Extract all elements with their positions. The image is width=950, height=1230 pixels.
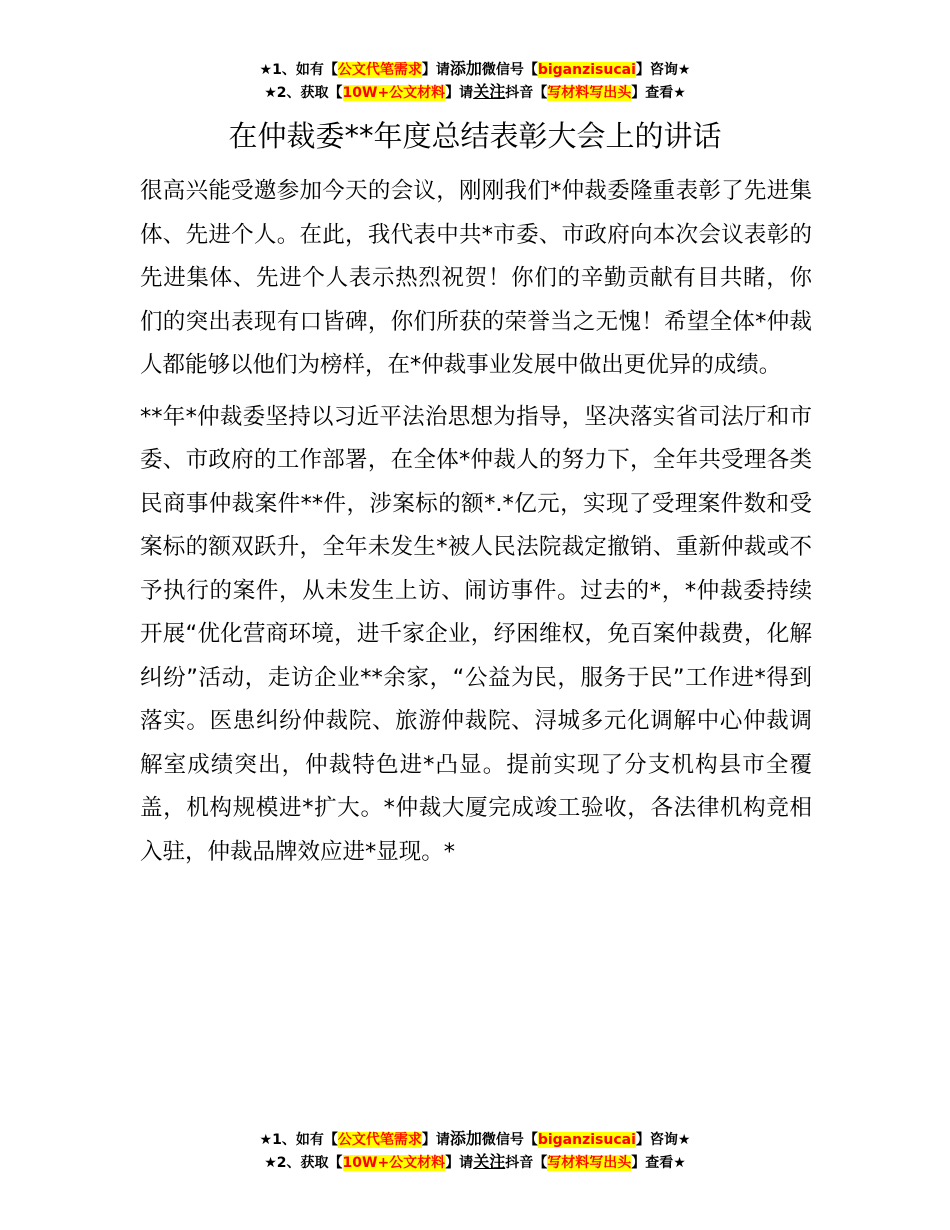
banner-text: 】请 [445, 1155, 474, 1171]
banner-line-1 [0, 58, 950, 81]
star-icon: ★ [264, 85, 277, 101]
star-icon: ★ [259, 62, 273, 78]
paragraph: **年*仲裁委坚持以习近平法治思想为指导，坚决落实省司法厅和市委、市政府的工作部署，在全体*仲裁人的努力下，全年共受理各类民商事仲裁案件**件，涉案标的额*.*亿元，实现了受理案件数和受案标的额双跃升，全年未发生*被人民法院裁定撤销、重新仲裁或不予执行的案件，从未发生上访、闹访事件。过去的*，*仲裁委持续开展“优化营商环境，进千家企业，纾困维权，免百案仲裁费，化解纠纷”活动，走访企业**余家，“公益为民，服务于民”工作进*得到落实。医患纠纷仲裁院、旅游仲裁院、浔城多元化调解中心仲裁调解室成绩突出，仲裁特色进*凸显。提前实现了分支机构县市全覆盖，机构规模进*扩大。*仲裁大厦完成竣工验收，各法律机构竞相入驻，仲裁品牌效应进*显现。* [140, 403, 812, 865]
banner-emphasis: 添加 [449, 1129, 482, 1148]
star-icon: ★ [259, 1132, 273, 1148]
star-icon: ★ [677, 62, 691, 78]
banner-emphasis: 关注 [473, 1152, 506, 1171]
banner-text: 1、如有【 [272, 62, 338, 78]
banner-text: 】请 [445, 85, 474, 101]
document-body [140, 170, 812, 882]
banner-text: 1、如有【 [272, 1132, 338, 1148]
banner-text: 抖音【 [505, 1155, 548, 1171]
highlight-douyin-id: 写材料写出头 [547, 1155, 632, 1171]
header-banner [0, 58, 950, 104]
banner-text: 】查看 [631, 1155, 674, 1171]
banner-line-2 [0, 81, 950, 104]
banner-text: 】查看 [631, 85, 674, 101]
banner-text: 2、获取【 [276, 85, 343, 101]
highlight-materials: 10W+公文材料 [342, 1155, 446, 1171]
highlight-douyin-id: 写材料写出头 [547, 85, 632, 101]
highlight-wechat-id: biganzisucai [537, 1132, 636, 1148]
footer-banner [0, 1128, 950, 1174]
star-icon: ★ [673, 1155, 686, 1171]
banner-text: 】请 [421, 1132, 450, 1148]
banner-emphasis: 关注 [473, 82, 506, 101]
highlight-service: 公文代笔需求 [337, 1132, 422, 1148]
banner-line-2 [0, 1151, 950, 1174]
star-icon: ★ [673, 85, 686, 101]
document-title: 在仲裁委**年度总结表彰大会上的讲话 [228, 119, 722, 153]
banner-text: 微信号【 [481, 1132, 538, 1148]
highlight-wechat-id: biganzisucai [537, 62, 636, 78]
banner-text: 】咨询 [635, 62, 678, 78]
banner-text: 】请 [421, 62, 450, 78]
banner-text: 抖音【 [505, 85, 548, 101]
star-icon: ★ [677, 1132, 691, 1148]
banner-emphasis: 添加 [449, 59, 482, 78]
star-icon: ★ [264, 1155, 277, 1171]
banner-text: 2、获取【 [276, 1155, 343, 1171]
banner-line-1 [0, 1128, 950, 1151]
banner-text: 】咨询 [635, 1132, 678, 1148]
paragraph: 很高兴能受邀参加今天的会议，刚刚我们*仲裁委隆重表彰了先进集体、先进个人。在此，我代表中共*市委、市政府向本次会议表彰的先进集体、先进个人表示热烈祝贺！你们的辛勤贡献有目共睹，你们的突出表现有口皆碑，你们所获的荣誉当之无愧！希望全体*仲裁人都能够以他们为榜样，在*仲裁事业发展中做出更优异的成绩。 [140, 178, 812, 378]
highlight-materials: 10W+公文材料 [342, 85, 446, 101]
banner-text: 微信号【 [481, 62, 538, 78]
highlight-service: 公文代笔需求 [337, 62, 422, 78]
